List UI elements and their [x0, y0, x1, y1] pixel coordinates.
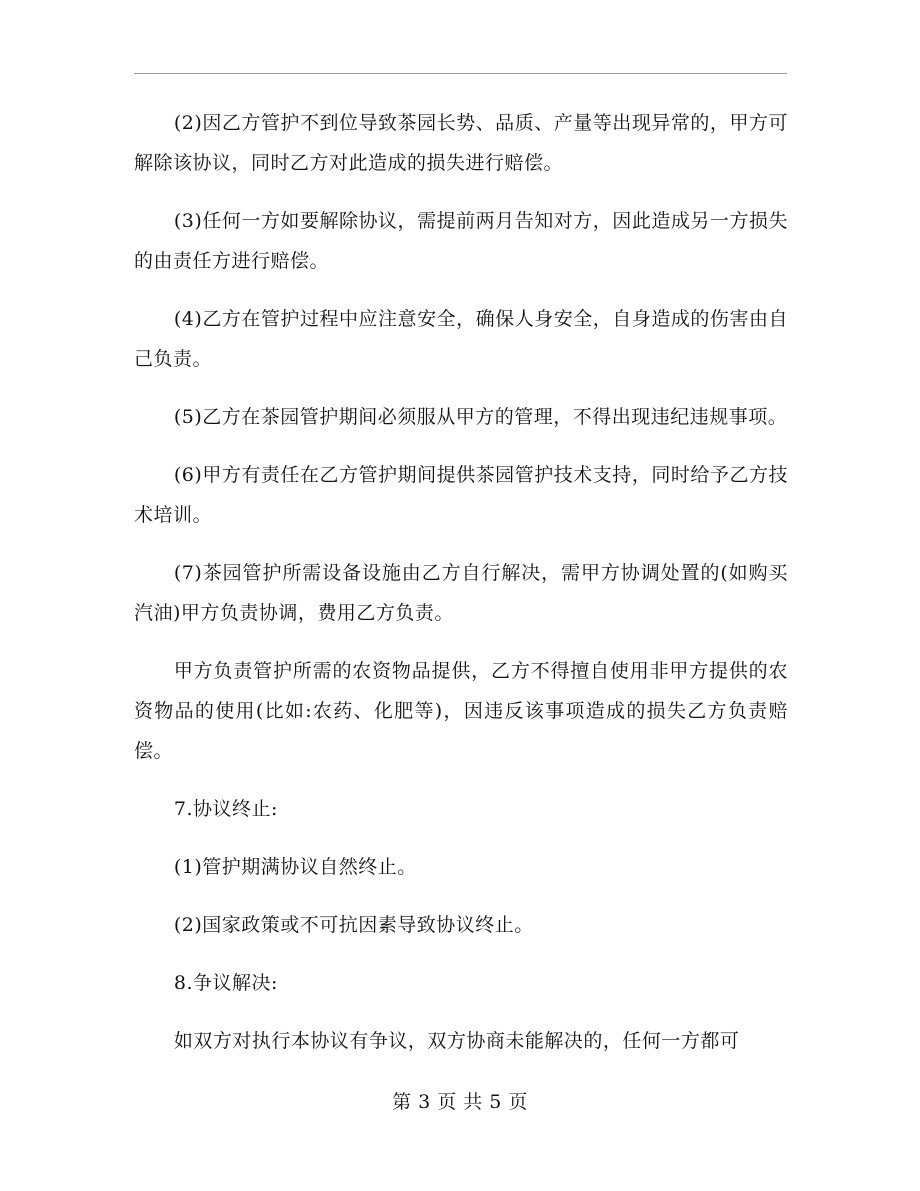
- paragraph-termination-2: (2)国家政策或不可抗因素导致协议终止。: [173, 914, 534, 936]
- paragraph-clause-6: (6)甲方有责任在乙方管护期间提供茶园管护技术支持，同时给予乙方技术培训。: [134, 464, 788, 526]
- paragraph-supplies: 甲方负责管护所需的农资物品提供，乙方不得擅自使用非甲方提供的农资物品的使用(比如:农药、化肥等)，因违反该事项造成的损失乙方负责赔偿。: [134, 660, 788, 762]
- header-rule: [134, 73, 787, 74]
- paragraph-clause-3: (3)任何一方如要解除协议，需提前两月告知对方，因此造成另一方损失的由责任方进行赔偿。: [134, 210, 788, 272]
- paragraph-clause-2: (2)因乙方管护不到位导致茶园长势、品质、产量等出现异常的，甲方可解除该协议，同时乙方对此造成的损失进行赔偿。: [134, 112, 788, 174]
- paragraph-dispute: 如双方对执行本协议有争议，双方协商未能解决的，任何一方都可: [173, 1030, 740, 1052]
- page-number: 第 3 页 共 5 页: [392, 1091, 528, 1113]
- paragraph-clause-7: (7)茶园管护所需设备设施由乙方自行解决，需甲方协调处置的(如购买汽油)甲方负责协调，费用乙方负责。: [134, 562, 788, 624]
- section-heading-dispute: 8.争议解决:: [173, 972, 278, 994]
- section-heading-termination: 7.协议终止:: [173, 798, 278, 820]
- paragraph-clause-4: (4)乙方在管护过程中应注意安全，确保人身安全，自身造成的伤害由自己负责。: [134, 308, 788, 370]
- paragraph-clause-5: (5)乙方在茶园管护期间必须服从甲方的管理，不得出现违纪违规事项。: [173, 406, 788, 428]
- document-body: [134, 103, 788, 1061]
- paragraph-termination-1: (1)管护期满协议自然终止。: [173, 856, 417, 878]
